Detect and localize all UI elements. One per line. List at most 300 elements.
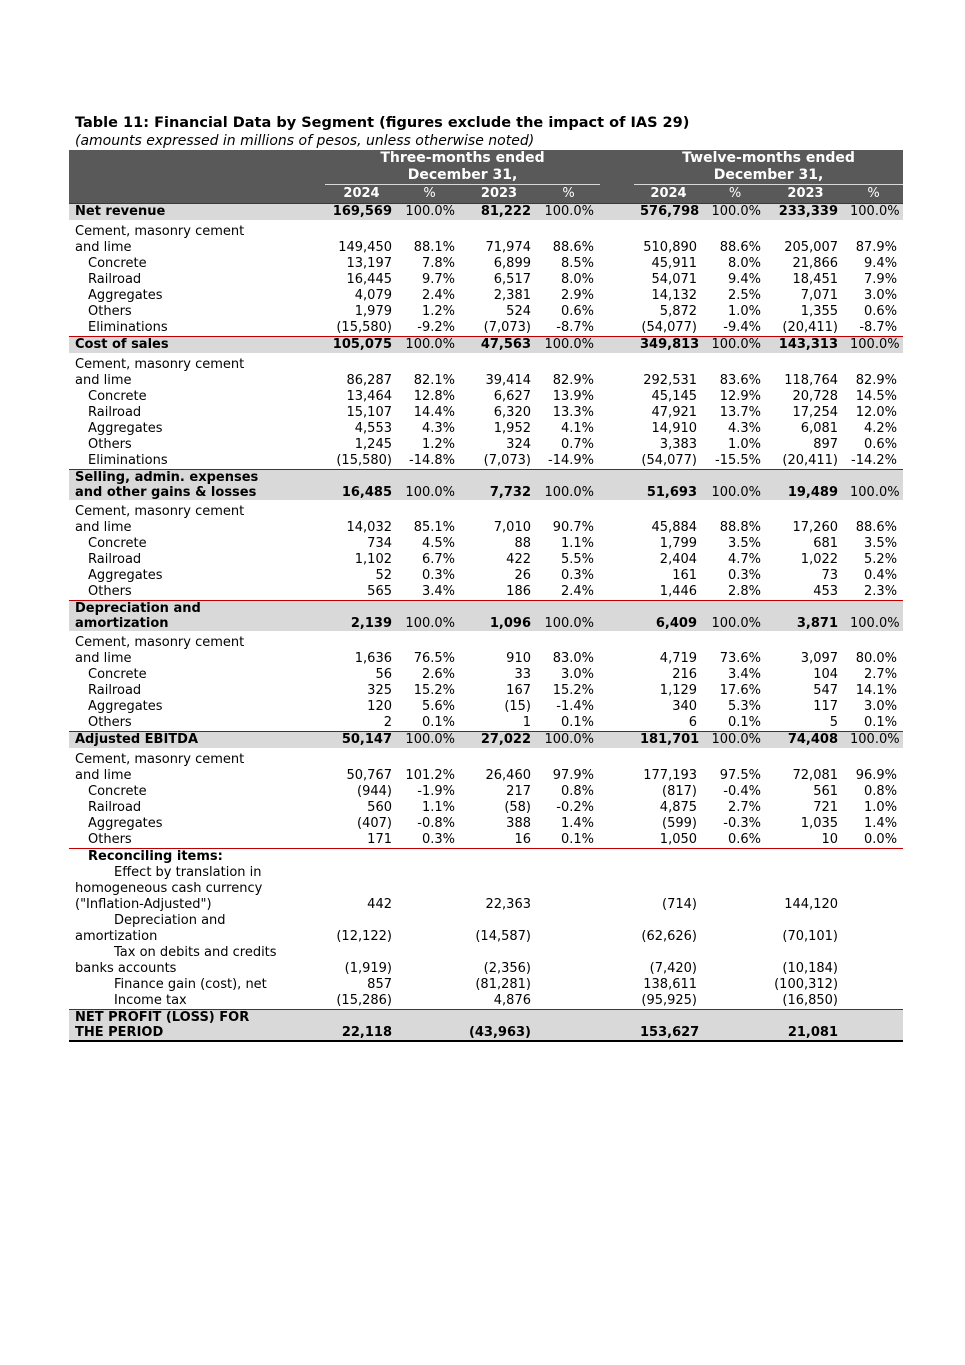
row-label-line2: amortization bbox=[75, 616, 169, 631]
value-cell: 26 bbox=[514, 568, 531, 583]
value-cell: 576,798 bbox=[634, 204, 703, 221]
column-gap bbox=[600, 732, 634, 749]
empty-cell bbox=[537, 897, 600, 913]
segment-row bbox=[69, 504, 903, 520]
empty-cell bbox=[398, 881, 461, 897]
empty-cell bbox=[325, 357, 398, 373]
value-cell: 897 bbox=[813, 437, 839, 452]
value-cell: (100,312) bbox=[774, 977, 839, 992]
value-cell: 4,079 bbox=[354, 288, 392, 303]
pct-cell: -9.2% bbox=[417, 320, 455, 335]
segment-label: Others bbox=[69, 832, 325, 849]
empty-cell bbox=[767, 752, 844, 768]
empty-cell bbox=[600, 752, 634, 768]
segment-label: Cement, masonry cement bbox=[75, 752, 245, 767]
value-cell: 51,693 bbox=[634, 470, 703, 501]
pct-cell: 100.0% bbox=[398, 470, 461, 501]
column-gap bbox=[600, 897, 634, 913]
pct-cell: 100.0% bbox=[398, 337, 461, 354]
section-label bbox=[69, 470, 325, 501]
section-header-da bbox=[69, 601, 903, 632]
value-cell: 2,381 bbox=[493, 288, 531, 303]
pct-cell: -0.4% bbox=[723, 784, 762, 799]
value-cell: (817) bbox=[662, 784, 698, 799]
row-label-line1: Selling, admin. expenses bbox=[75, 470, 259, 485]
value-cell: 86,287 bbox=[346, 373, 392, 388]
empty-cell bbox=[634, 849, 703, 866]
value-cell: 721 bbox=[813, 800, 839, 815]
pct-cell: 9.4% bbox=[864, 256, 898, 271]
pct-cell: -0.2% bbox=[556, 800, 595, 815]
empty-cell bbox=[537, 977, 600, 993]
column-gap bbox=[600, 240, 634, 256]
value-cell: 734 bbox=[367, 536, 392, 551]
empty-cell bbox=[767, 945, 844, 961]
segment-label: Cement, masonry cement bbox=[75, 504, 245, 519]
pct-cell: 2.4% bbox=[560, 584, 595, 599]
pct-cell: 0.1% bbox=[727, 715, 762, 730]
empty-cell bbox=[767, 913, 844, 929]
reconciling-label: Tax on debits and credits bbox=[114, 945, 277, 960]
reconciling-heading-row bbox=[69, 849, 903, 866]
pct-cell: -15.5% bbox=[715, 453, 762, 468]
value-cell: 71,974 bbox=[485, 240, 531, 255]
header-year-2024-q: 2024 bbox=[325, 185, 398, 204]
pct-cell: 0.6% bbox=[703, 832, 767, 849]
value-cell: (7,073) bbox=[483, 320, 531, 335]
pct-cell: 0.3% bbox=[560, 568, 595, 583]
segment-label: Others bbox=[88, 584, 132, 599]
value-cell: 1,035 bbox=[800, 816, 839, 831]
column-gap bbox=[600, 204, 634, 221]
value-cell: 4,875 bbox=[659, 800, 698, 815]
value-cell: 6 bbox=[688, 715, 698, 730]
empty-cell bbox=[461, 224, 537, 240]
value-cell: 561 bbox=[813, 784, 839, 799]
value-cell: 524 bbox=[506, 304, 531, 319]
empty-cell bbox=[461, 881, 537, 897]
pct-cell: 5.5% bbox=[560, 552, 595, 567]
reconciling-row bbox=[69, 897, 903, 913]
pct-cell: 100.0% bbox=[844, 337, 903, 354]
column-gap bbox=[600, 1010, 634, 1042]
empty-cell bbox=[398, 357, 461, 373]
header-three-months bbox=[325, 150, 600, 185]
pct-cell: 100.0% bbox=[844, 204, 903, 221]
value-cell: 50,767 bbox=[346, 768, 392, 783]
pct-cell: 14.1% bbox=[855, 683, 898, 698]
header-year-2023-y: 2023 bbox=[767, 185, 844, 204]
empty-cell bbox=[703, 849, 767, 866]
column-gap bbox=[600, 437, 634, 453]
pct-cell: 8.5% bbox=[560, 256, 595, 271]
pct-cell: 88.6% bbox=[855, 520, 898, 535]
header-three-months-date: December 31, bbox=[407, 167, 518, 183]
empty-cell bbox=[600, 865, 634, 881]
empty-cell bbox=[703, 881, 767, 897]
pct-cell: 100.0% bbox=[844, 470, 903, 501]
value-cell: (714) bbox=[662, 897, 698, 912]
reconciling-label: Effect by translation in bbox=[114, 865, 262, 880]
value-cell: 857 bbox=[367, 977, 392, 992]
pct-cell: 12.0% bbox=[855, 405, 898, 420]
pct-cell: 97.9% bbox=[552, 768, 595, 783]
segment-row bbox=[69, 224, 903, 240]
empty-cell bbox=[325, 913, 398, 929]
value-cell: 3,383 bbox=[659, 437, 698, 452]
pct-cell: 82.9% bbox=[855, 373, 898, 388]
empty-cell bbox=[398, 1010, 461, 1042]
pct-cell: 3.0% bbox=[560, 667, 595, 682]
value-cell: 45,145 bbox=[651, 389, 698, 404]
value-cell: 144,120 bbox=[784, 897, 839, 912]
segment-row bbox=[69, 552, 903, 568]
empty-cell bbox=[703, 977, 767, 993]
segment-label: Concrete bbox=[88, 667, 147, 682]
pct-cell: 100.0% bbox=[537, 601, 600, 632]
value-cell: 325 bbox=[367, 683, 392, 698]
reconciling-row bbox=[69, 929, 903, 945]
segment-row bbox=[69, 520, 903, 536]
empty-cell bbox=[398, 929, 461, 945]
pct-cell: 101.2% bbox=[405, 768, 455, 783]
segment-row bbox=[69, 568, 903, 584]
empty-cell bbox=[600, 913, 634, 929]
row-label-line2: and other gains & losses bbox=[75, 485, 257, 500]
value-cell: 453 bbox=[813, 584, 839, 599]
segment-row bbox=[69, 389, 903, 405]
reconciling-row bbox=[69, 945, 903, 961]
value-cell: (20,411) bbox=[782, 453, 839, 468]
empty-cell bbox=[844, 961, 903, 977]
pct-cell: 100.0% bbox=[537, 732, 600, 749]
pct-cell: 0.3% bbox=[421, 568, 455, 583]
pct-cell: 2.7% bbox=[727, 800, 762, 815]
value-cell: 1,355 bbox=[800, 304, 839, 319]
column-gap bbox=[600, 536, 634, 552]
empty-cell bbox=[703, 357, 767, 373]
value-cell: 13,464 bbox=[346, 389, 392, 404]
value-cell: 16,485 bbox=[325, 470, 398, 501]
value-cell: 47,563 bbox=[461, 337, 537, 354]
empty-cell bbox=[600, 357, 634, 373]
section-header-cost-of-sales bbox=[69, 337, 903, 354]
column-gap bbox=[600, 320, 634, 337]
header-blank bbox=[69, 185, 325, 204]
value-cell: (20,411) bbox=[782, 320, 839, 335]
pct-cell: 88.6% bbox=[719, 240, 762, 255]
segment-row bbox=[69, 421, 903, 437]
pct-cell: 0.4% bbox=[864, 568, 898, 583]
empty-cell bbox=[844, 993, 903, 1010]
value-cell: 233,339 bbox=[767, 204, 844, 221]
value-cell: 186 bbox=[506, 584, 531, 599]
column-gap bbox=[600, 977, 634, 993]
pct-cell: -0.8% bbox=[417, 816, 455, 831]
value-cell: 6,627 bbox=[493, 389, 531, 404]
reconciling-label: Income tax bbox=[114, 993, 187, 1008]
reconciling-label: Finance gain (cost), net bbox=[114, 977, 267, 992]
segment-row bbox=[69, 816, 903, 832]
column-gap bbox=[600, 715, 634, 732]
pct-cell: 2.9% bbox=[560, 288, 595, 303]
value-cell: 143,313 bbox=[767, 337, 844, 354]
value-cell: 6,409 bbox=[634, 601, 703, 632]
empty-cell bbox=[600, 504, 634, 520]
segment-label: Concrete bbox=[88, 389, 147, 404]
column-gap bbox=[600, 421, 634, 437]
pct-cell: 100.0% bbox=[703, 601, 767, 632]
value-cell: 181,701 bbox=[634, 732, 703, 749]
row-label-line1: NET PROFIT (LOSS) FOR bbox=[75, 1010, 250, 1025]
column-gap bbox=[600, 832, 634, 849]
value-cell: 1,022 bbox=[800, 552, 839, 567]
value-cell: 388 bbox=[506, 816, 531, 831]
column-gap bbox=[600, 667, 634, 683]
value-cell: (15,580) bbox=[336, 320, 392, 335]
value-cell: 21,081 bbox=[767, 1010, 844, 1042]
value-cell: 56 bbox=[375, 667, 392, 682]
empty-cell bbox=[398, 897, 461, 913]
value-cell: (7,420) bbox=[649, 961, 698, 976]
value-cell: 149,450 bbox=[338, 240, 392, 255]
empty-cell bbox=[398, 961, 461, 977]
value-cell: 1,979 bbox=[354, 304, 392, 319]
segment-label: Cement, masonry cement bbox=[75, 357, 245, 372]
empty-cell bbox=[767, 504, 844, 520]
empty-cell bbox=[767, 357, 844, 373]
pct-cell: -14.9% bbox=[548, 453, 595, 468]
column-gap bbox=[600, 768, 634, 784]
row-label-line2: THE PERIOD bbox=[75, 1025, 164, 1040]
value-cell: 510,890 bbox=[643, 240, 698, 255]
column-gap bbox=[600, 470, 634, 501]
pct-cell: 100.0% bbox=[844, 732, 903, 749]
segment-label: Aggregates bbox=[88, 568, 163, 583]
reconciling-heading: Reconciling items: bbox=[88, 849, 223, 864]
value-cell: 1,799 bbox=[659, 536, 698, 551]
value-cell: 4,553 bbox=[354, 421, 392, 436]
segment-row bbox=[69, 667, 903, 683]
pct-cell: -8.7% bbox=[859, 320, 898, 335]
value-cell: 442 bbox=[367, 897, 392, 912]
pct-cell: 97.5% bbox=[719, 768, 762, 783]
empty-cell bbox=[600, 849, 634, 866]
segment-row bbox=[69, 320, 903, 337]
empty-cell bbox=[703, 752, 767, 768]
segment-row bbox=[69, 800, 903, 816]
column-gap bbox=[600, 304, 634, 320]
value-cell: 14,132 bbox=[651, 288, 698, 303]
value-cell: 171 bbox=[325, 832, 398, 849]
pct-cell: 13.9% bbox=[552, 389, 595, 404]
value-cell: (10,184) bbox=[782, 961, 839, 976]
empty-cell bbox=[325, 504, 398, 520]
segment-row bbox=[69, 784, 903, 800]
pct-cell: 88.1% bbox=[413, 240, 455, 255]
pct-cell: 0.8% bbox=[864, 784, 898, 799]
empty-cell bbox=[634, 635, 703, 651]
column-gap bbox=[600, 816, 634, 832]
value-cell: 910 bbox=[506, 651, 531, 666]
empty-cell bbox=[325, 849, 398, 866]
empty-cell bbox=[461, 913, 537, 929]
reconciling-label: homogeneous cash currency bbox=[75, 881, 263, 896]
pct-cell: 4.3% bbox=[727, 421, 762, 436]
value-cell: 4,719 bbox=[659, 651, 698, 666]
segment-row bbox=[69, 357, 903, 373]
empty-cell bbox=[767, 881, 844, 897]
pct-cell: 8.0% bbox=[560, 272, 595, 287]
pct-cell: 8.0% bbox=[727, 256, 762, 271]
value-cell: (407) bbox=[357, 816, 392, 831]
pct-cell: 13.7% bbox=[719, 405, 762, 420]
pct-cell: 90.7% bbox=[552, 520, 595, 535]
segment-label: Eliminations bbox=[88, 320, 168, 335]
empty-cell bbox=[325, 881, 398, 897]
row-label-line1: Adjusted EBITDA bbox=[75, 732, 199, 747]
segment-row bbox=[69, 584, 903, 601]
empty-cell bbox=[398, 977, 461, 993]
value-cell: 6,899 bbox=[493, 256, 531, 271]
header-pct: % bbox=[398, 185, 461, 204]
value-cell: 118,764 bbox=[784, 373, 839, 388]
pct-cell: 6.7% bbox=[421, 552, 455, 567]
segment-row bbox=[69, 405, 903, 421]
empty-cell bbox=[634, 865, 703, 881]
pct-cell: 1.2% bbox=[421, 304, 455, 319]
segment-label: Concrete bbox=[88, 536, 147, 551]
segment-row bbox=[69, 699, 903, 715]
segment-label: and lime bbox=[75, 520, 132, 535]
value-cell: 3,097 bbox=[800, 651, 839, 666]
value-cell: 15,107 bbox=[346, 405, 392, 420]
pct-cell: 100.0% bbox=[398, 204, 461, 221]
value-cell: 681 bbox=[813, 536, 839, 551]
empty-cell bbox=[537, 224, 600, 240]
value-cell: 565 bbox=[367, 584, 392, 599]
empty-cell bbox=[703, 504, 767, 520]
pct-cell: 1.4% bbox=[864, 816, 898, 831]
reconciling-label: amortization bbox=[75, 929, 158, 944]
row-label-line1: Depreciation and bbox=[75, 601, 201, 616]
column-gap bbox=[600, 453, 634, 470]
pct-cell: 1.0% bbox=[727, 437, 762, 452]
value-cell: 47,921 bbox=[651, 405, 698, 420]
column-gap bbox=[600, 683, 634, 699]
value-cell: 7,732 bbox=[461, 470, 537, 501]
pct-cell: 2.6% bbox=[421, 667, 455, 682]
pct-cell: 100.0% bbox=[537, 204, 600, 221]
empty-cell bbox=[703, 993, 767, 1010]
pct-cell: 3.5% bbox=[864, 536, 898, 551]
empty-cell bbox=[398, 993, 461, 1010]
pct-cell: -9.4% bbox=[723, 320, 762, 335]
value-cell: 1,102 bbox=[354, 552, 392, 567]
empty-cell bbox=[634, 913, 703, 929]
reconciling-row bbox=[69, 913, 903, 929]
value-cell: 104 bbox=[813, 667, 839, 682]
segment-label: Aggregates bbox=[88, 421, 163, 436]
pct-cell: 83.0% bbox=[552, 651, 595, 666]
pct-cell: 4.7% bbox=[727, 552, 762, 567]
pct-cell: 1.2% bbox=[421, 437, 455, 452]
value-cell: 153,627 bbox=[634, 1010, 703, 1042]
empty-cell bbox=[537, 881, 600, 897]
empty-cell bbox=[844, 635, 903, 651]
empty-cell bbox=[844, 881, 903, 897]
net-profit-row bbox=[69, 1010, 903, 1042]
empty-cell bbox=[537, 849, 600, 866]
segment-label: Railroad bbox=[88, 272, 142, 287]
segment-label: and lime bbox=[75, 373, 132, 388]
column-gap bbox=[600, 288, 634, 304]
value-cell: 6,517 bbox=[493, 272, 531, 287]
empty-cell bbox=[398, 849, 461, 866]
value-cell: 349,813 bbox=[634, 337, 703, 354]
value-cell: 14,910 bbox=[651, 421, 698, 436]
pct-cell: 0.6% bbox=[560, 304, 595, 319]
header-gap bbox=[600, 185, 634, 204]
empty-cell bbox=[703, 945, 767, 961]
empty-cell bbox=[600, 945, 634, 961]
column-gap bbox=[600, 568, 634, 584]
segment-label: Railroad bbox=[88, 552, 142, 567]
pct-cell: 3.5% bbox=[727, 536, 762, 551]
empty-cell bbox=[634, 881, 703, 897]
empty-cell bbox=[537, 504, 600, 520]
reconciling-label: banks accounts bbox=[75, 961, 177, 976]
pct-cell: 12.9% bbox=[719, 389, 762, 404]
segment-label: and lime bbox=[75, 240, 132, 255]
reconciling-row bbox=[69, 961, 903, 977]
pct-cell: 1.0% bbox=[864, 800, 898, 815]
value-cell: 26,460 bbox=[485, 768, 531, 783]
pct-cell: -1.9% bbox=[417, 784, 455, 799]
segment-row bbox=[69, 453, 903, 470]
column-gap bbox=[600, 601, 634, 632]
header-twelve-months-label: Twelve-months ended bbox=[682, 150, 855, 166]
empty-cell bbox=[537, 1010, 600, 1042]
empty-cell bbox=[703, 913, 767, 929]
pct-cell: -14.2% bbox=[851, 453, 898, 468]
column-gap bbox=[600, 337, 634, 354]
header-pct: % bbox=[703, 185, 767, 204]
value-cell: 324 bbox=[506, 437, 531, 452]
segment-label: Aggregates bbox=[88, 816, 163, 831]
pct-cell: 2.5% bbox=[727, 288, 762, 303]
value-cell: (81,281) bbox=[475, 977, 531, 992]
value-cell: (15) bbox=[504, 699, 531, 714]
pct-cell: 82.1% bbox=[413, 373, 455, 388]
empty-cell bbox=[634, 504, 703, 520]
header-year-2024-y: 2024 bbox=[634, 185, 703, 204]
value-cell: (12,122) bbox=[336, 929, 392, 944]
pct-cell: 0.1% bbox=[864, 715, 898, 730]
header-pct: % bbox=[537, 185, 600, 204]
column-gap bbox=[600, 993, 634, 1010]
header-row-years bbox=[69, 185, 903, 204]
row-label-line1: Cost of sales bbox=[75, 337, 169, 352]
column-gap bbox=[600, 800, 634, 816]
segment-label: and lime bbox=[75, 768, 132, 783]
pct-cell: 17.6% bbox=[719, 683, 762, 698]
segment-row bbox=[69, 304, 903, 320]
value-cell: 45,884 bbox=[651, 520, 698, 535]
value-cell: 6,081 bbox=[800, 421, 839, 436]
empty-cell bbox=[398, 913, 461, 929]
value-cell: (70,101) bbox=[782, 929, 839, 944]
